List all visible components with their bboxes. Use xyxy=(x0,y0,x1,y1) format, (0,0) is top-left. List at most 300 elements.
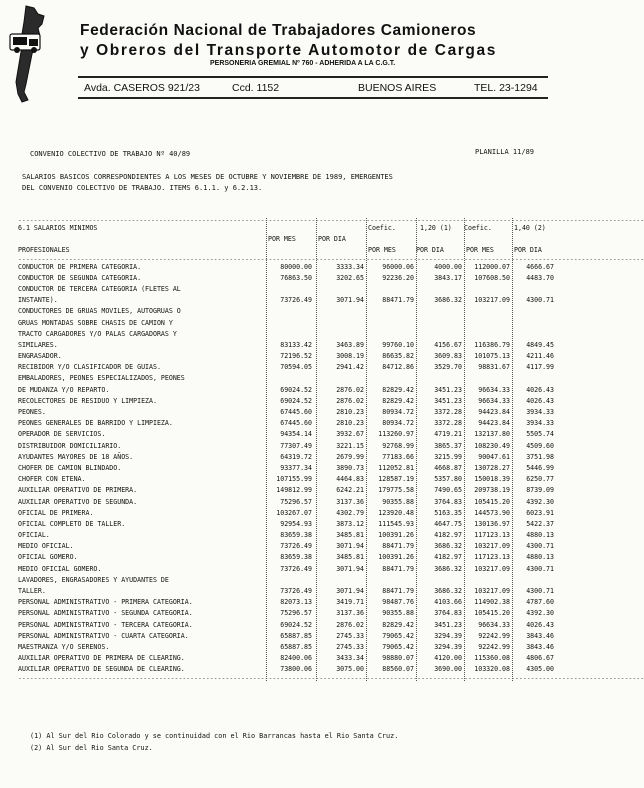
profession-label: OPERADOR DE SERVICIOS. xyxy=(18,430,106,439)
profession-label: TALLER. xyxy=(18,587,46,595)
table-row xyxy=(18,631,554,642)
daily-coef-1-20: 4182.97 xyxy=(434,553,462,562)
daily-coef-1-20: 4103.66 xyxy=(434,598,462,607)
profession-label: PEONES. xyxy=(18,408,46,416)
profession-label: PERSONAL ADMINISTRATIVO - SEGUNDA CATEGORIA. xyxy=(18,609,193,618)
table-row xyxy=(18,620,554,631)
header-per-day-coef1: POR DIA xyxy=(416,246,444,255)
daily-salary: 3463.89 xyxy=(336,340,364,349)
table-row xyxy=(18,608,554,619)
daily-salary: 4302.79 xyxy=(336,508,364,517)
monthly-coef-1-20: 92768.99 xyxy=(382,441,414,450)
daily-coef-1-40: 6023.91 xyxy=(526,508,554,517)
monthly-salary: 77307.49 xyxy=(280,441,312,450)
daily-coef-1-40: 4300.71 xyxy=(526,564,554,573)
monthly-coef-1-20: 98880.07 xyxy=(382,654,414,663)
daily-coef-1-20: 4647.75 xyxy=(434,519,462,528)
header-per-day-coef2: POR DIA xyxy=(514,246,542,255)
daily-coef-1-40: 3843.46 xyxy=(526,631,554,640)
monthly-coef-1-40: 96634.33 xyxy=(478,620,510,629)
monthly-coef-1-20: 128587.19 xyxy=(378,475,414,484)
daily-coef-1-20: 3843.17 xyxy=(434,273,462,282)
monthly-coef-1-20: 111545.93 xyxy=(378,519,414,528)
daily-salary: 3419.71 xyxy=(336,598,364,607)
column-divider xyxy=(464,218,465,681)
table-body xyxy=(18,262,554,676)
monthly-coef-1-20: 82829.42 xyxy=(382,620,414,629)
monthly-coef-1-20: 88471.79 xyxy=(382,587,414,595)
monthly-salary: 73726.49 xyxy=(280,587,312,595)
daily-coef-1-20: 3451.23 xyxy=(434,620,462,629)
header-per-month-coef2: POR MES xyxy=(466,246,494,255)
monthly-coef-1-40: 112000.07 xyxy=(474,262,510,271)
daily-salary: 3333.34 xyxy=(336,262,364,271)
address: Avda. CASEROS 921/23 xyxy=(84,82,200,94)
monthly-coef-1-40: 96634.33 xyxy=(478,385,510,394)
monthly-salary: 73726.49 xyxy=(280,542,312,551)
daily-salary: 4464.83 xyxy=(336,475,364,484)
daily-coef-1-20: 3294.39 xyxy=(434,631,462,640)
profession-label: AUXILIAR OPERATIVO DE SEGUNDA DE CLEARING. xyxy=(18,665,185,674)
daily-coef-1-40: 3751.98 xyxy=(526,452,554,461)
profession-label: CONDUCTORES DE GRUAS MOVILES, AUTOGRUAS O xyxy=(18,307,181,316)
monthly-coef-1-20: 96000.06 xyxy=(382,262,414,271)
profession-label: RECOLECTORES DE RESIDUO Y LIMPIEZA. xyxy=(18,396,157,405)
monthly-coef-1-40: 116386.79 xyxy=(474,340,510,349)
header-profession: PROFESIONALES xyxy=(18,246,70,255)
monthly-coef-1-40: 108230.49 xyxy=(474,441,510,450)
header-per-month: POR MES xyxy=(268,235,296,244)
footnote-1: (1) Al Sur del Rio Colorado y se continuidad con el Rio Barrancas hasta el Rio Santa Cruz. xyxy=(30,732,399,740)
daily-coef-1-20: 5163.35 xyxy=(434,508,462,517)
monthly-salary: 69024.52 xyxy=(280,396,312,405)
column-divider xyxy=(512,218,513,681)
daily-coef-1-20: 3451.23 xyxy=(434,385,462,394)
monthly-coef-1-40: 103320.08 xyxy=(474,665,510,674)
daily-coef-1-40: 4509.60 xyxy=(526,441,554,450)
monthly-salary: 93377.34 xyxy=(280,463,312,472)
table-row xyxy=(18,541,554,552)
table-row xyxy=(18,530,554,541)
profession-label: AYUDANTES MAYORES DE 18 AÑOS. xyxy=(18,452,134,461)
table-row xyxy=(18,407,554,418)
monthly-coef-1-20: 82829.42 xyxy=(382,396,414,405)
table-section-header xyxy=(18,223,549,234)
table-row xyxy=(18,497,554,508)
table-row xyxy=(18,284,549,295)
header-rule-top xyxy=(78,76,548,78)
monthly-coef-1-40: 103217.09 xyxy=(474,564,510,573)
table-row xyxy=(18,429,554,440)
convenio-title: CONVENIO COLECTIVO DE TRABAJO Nº 40/89 xyxy=(30,150,191,158)
table-row xyxy=(18,295,554,306)
daily-coef-1-40: 4305.00 xyxy=(526,665,554,674)
profession-label: PERSONAL ADMINISTRATIVO - TERCERA CATEGORIA. xyxy=(18,620,193,629)
table-row xyxy=(18,519,554,530)
monthly-salary: 69024.52 xyxy=(280,385,312,394)
table-row xyxy=(18,485,554,496)
monthly-coef-1-20: 80934.72 xyxy=(382,419,414,428)
table-row xyxy=(18,564,554,575)
monthly-salary: 67445.60 xyxy=(280,419,312,428)
table-row xyxy=(18,318,549,329)
profession-label: CHOFER CON ETENA. xyxy=(18,475,86,484)
daily-coef-1-40: 6250.77 xyxy=(526,475,554,484)
table-row xyxy=(18,351,554,362)
profession-label: AUXILIAR OPERATIVO DE PRIMERA DE CLEARING. xyxy=(18,654,185,663)
monthly-salary: 94354.14 xyxy=(280,430,312,439)
monthly-salary: 83659.38 xyxy=(280,531,312,540)
table-row xyxy=(18,597,554,608)
daily-salary: 3075.00 xyxy=(336,665,364,674)
daily-coef-1-40: 4300.71 xyxy=(526,296,554,305)
table-row xyxy=(18,441,554,452)
daily-coef-1-40: 3934.33 xyxy=(526,419,554,428)
monthly-coef-1-40: 114902.38 xyxy=(474,598,510,607)
monthly-coef-1-40: 209738.19 xyxy=(474,486,510,495)
monthly-coef-1-20: 86635.82 xyxy=(382,352,414,361)
profession-label: OFICIAL DE PRIMERA. xyxy=(18,508,94,517)
daily-coef-1-20: 3690.00 xyxy=(434,665,462,674)
table-row xyxy=(18,474,554,485)
monthly-salary: 83659.38 xyxy=(280,553,312,562)
profession-label: INSTANTE). xyxy=(18,296,58,305)
profession-label: MEDIO OFICIAL. xyxy=(18,542,74,551)
city: BUENOS AIRES xyxy=(358,82,437,94)
table-row xyxy=(18,385,554,396)
daily-coef-1-40: 4026.43 xyxy=(526,620,554,629)
daily-coef-1-40: 4880.13 xyxy=(526,553,554,562)
planilla-number: PLANILLA 11/89 xyxy=(475,148,535,156)
table-rule: ---------------------------------------------------------------------------------------------------------------------------------------------------------------- xyxy=(18,216,644,224)
column-divider xyxy=(416,218,417,681)
daily-salary: 2941.42 xyxy=(336,363,364,372)
monthly-salary: 103267.07 xyxy=(276,508,312,517)
daily-coef-1-40: 4211.46 xyxy=(526,352,554,361)
table-row xyxy=(18,273,554,284)
monthly-coef-1-40: 103217.09 xyxy=(474,587,510,595)
profession-label: DE MUDANZA Y/O REPARTO. xyxy=(18,385,110,394)
postal-code: Ccd. 1152 xyxy=(232,82,280,94)
table-row xyxy=(18,653,554,664)
monthly-coef-1-20: 88471.79 xyxy=(382,564,414,573)
daily-salary: 3071.94 xyxy=(336,587,364,595)
header-per-month-coef1: POR MES xyxy=(368,246,396,255)
daily-coef-1-20: 7490.65 xyxy=(434,486,462,495)
monthly-coef-1-20: 179775.58 xyxy=(378,486,414,495)
monthly-coef-1-20: 92236.20 xyxy=(382,273,414,282)
monthly-coef-1-40: 103217.09 xyxy=(474,296,510,305)
profession-label: MEDIO OFICIAL GOMERO. xyxy=(18,564,102,573)
monthly-coef-1-40: 98831.67 xyxy=(478,363,510,372)
daily-salary: 3071.94 xyxy=(336,542,364,551)
table-row xyxy=(18,552,554,563)
daily-salary: 3485.81 xyxy=(336,553,364,562)
profession-label: CONDUCTOR DE TERCERA CATEGORIA (FLETES AL xyxy=(18,284,181,293)
table-column-header xyxy=(18,234,549,245)
daily-coef-1-40: 4806.67 xyxy=(526,654,554,663)
monthly-salary: 65887.85 xyxy=(280,631,312,640)
daily-coef-1-20: 4120.00 xyxy=(434,654,462,663)
letterhead xyxy=(0,0,559,112)
daily-coef-1-20: 3865.37 xyxy=(434,441,462,450)
profession-label: CHOFER DE CAMION BLINDADO. xyxy=(18,463,122,472)
profession-label: MAESTRANZA Y/O SERENOS. xyxy=(18,642,110,651)
monthly-coef-1-40: 105415.20 xyxy=(474,497,510,506)
profession-label: AUXILIAR OPERATIVO DE SEGUNDA. xyxy=(18,497,138,506)
table-rule: ---------------------------------------------------------------------------------------------------------------------------------------------------------------- xyxy=(18,673,644,682)
daily-coef-1-40: 4300.71 xyxy=(526,542,554,551)
daily-salary: 3071.94 xyxy=(336,564,364,573)
profession-label: SIMILARES. xyxy=(18,340,58,349)
table-row xyxy=(18,642,554,653)
profession-label: TRACTO CARGADORES Y/O PALAS CARGADORAS Y xyxy=(18,329,177,338)
daily-salary: 3433.34 xyxy=(336,654,364,663)
profession-label: OFICIAL COMPLETO DE TALLER. xyxy=(18,519,126,528)
daily-coef-1-20: 4719.21 xyxy=(434,430,462,439)
daily-coef-1-20: 3686.32 xyxy=(434,564,462,573)
daily-coef-1-20: 5357.80 xyxy=(434,475,462,484)
monthly-coef-1-20: 90355.88 xyxy=(382,497,414,506)
monthly-salary: 75296.57 xyxy=(280,609,312,618)
monthly-salary: 80000.00 xyxy=(280,262,312,271)
table-row xyxy=(18,262,554,273)
daily-salary: 2679.99 xyxy=(336,452,364,461)
table-column-header-2 xyxy=(18,245,549,256)
monthly-salary: 73726.49 xyxy=(280,296,312,305)
profession-label: CONDUCTOR DE SEGUNDA CATEGORIA. xyxy=(18,273,142,282)
coefficient-value-1: 1,20 (1) xyxy=(420,224,452,232)
monthly-coef-1-40: 101075.13 xyxy=(474,352,510,361)
daily-coef-1-40: 4666.67 xyxy=(526,262,554,271)
profession-label: PERSONAL ADMINISTRATIVO - CUARTA CATEGORIA. xyxy=(18,631,189,640)
monthly-coef-1-20: 79065.42 xyxy=(382,631,414,640)
daily-coef-1-20: 4000.00 xyxy=(434,262,462,271)
monthly-coef-1-20: 80934.72 xyxy=(382,408,414,416)
monthly-salary: 73800.06 xyxy=(280,665,312,674)
monthly-salary: 149812.99 xyxy=(276,486,312,495)
daily-coef-1-40: 4300.71 xyxy=(526,587,554,595)
header-rule-bottom xyxy=(78,97,548,99)
coefficient-label-1: Coefic. xyxy=(368,224,396,232)
monthly-coef-1-40: 150018.39 xyxy=(474,475,510,484)
daily-coef-1-40: 4787.60 xyxy=(526,598,554,607)
daily-coef-1-40: 4026.43 xyxy=(526,385,554,394)
daily-coef-1-20: 3764.83 xyxy=(434,609,462,618)
daily-coef-1-20: 3686.32 xyxy=(434,542,462,551)
daily-coef-1-40: 3843.46 xyxy=(526,642,554,651)
coefficient-label-2: Coefic. xyxy=(464,224,492,232)
daily-salary: 3202.65 xyxy=(336,273,364,282)
table-row xyxy=(18,396,554,407)
table-row xyxy=(18,362,554,373)
monthly-coef-1-40: 107608.50 xyxy=(474,273,510,282)
daily-coef-1-40: 8739.09 xyxy=(526,486,554,495)
table-row xyxy=(18,586,554,597)
daily-salary: 2876.02 xyxy=(336,385,364,394)
footnote-2: (2) Al Sur del Rio Santa Cruz. xyxy=(30,744,153,752)
daily-coef-1-40: 5422.37 xyxy=(526,519,554,528)
monthly-coef-1-20: 90355.88 xyxy=(382,609,414,618)
daily-coef-1-40: 4117.99 xyxy=(526,363,554,372)
daily-coef-1-20: 3215.99 xyxy=(434,452,462,461)
monthly-coef-1-40: 92242.99 xyxy=(478,631,510,640)
monthly-coef-1-20: 123920.48 xyxy=(378,508,414,517)
daily-coef-1-20: 3372.28 xyxy=(434,419,462,428)
daily-salary: 3890.73 xyxy=(336,463,364,472)
daily-salary: 3137.36 xyxy=(336,497,364,506)
monthly-coef-1-40: 96634.33 xyxy=(478,396,510,405)
table-row xyxy=(18,452,554,463)
table-rule: ---------------------------------------------------------------------------------------------------------------------------------------------------------------- xyxy=(18,254,644,263)
monthly-coef-1-40: 94423.84 xyxy=(478,419,510,428)
daily-salary: 3071.94 xyxy=(336,296,364,305)
monthly-coef-1-20: 79065.42 xyxy=(382,642,414,651)
daily-coef-1-40: 4392.30 xyxy=(526,609,554,618)
daily-salary: 3137.36 xyxy=(336,609,364,618)
monthly-salary: 75296.57 xyxy=(280,497,312,506)
daily-coef-1-20: 4668.87 xyxy=(434,463,462,472)
daily-coef-1-40: 5446.99 xyxy=(526,463,554,472)
salary-table xyxy=(18,216,644,682)
daily-salary: 2810.23 xyxy=(336,408,364,416)
monthly-salary: 70594.05 xyxy=(280,363,312,372)
daily-coef-1-40: 4483.70 xyxy=(526,273,554,282)
daily-coef-1-20: 3529.70 xyxy=(434,363,462,372)
daily-coef-1-20: 3609.83 xyxy=(434,352,462,361)
monthly-salary: 76863.50 xyxy=(280,273,312,282)
daily-coef-1-20: 3686.32 xyxy=(434,587,462,595)
profession-label: CONDUCTOR DE PRIMERA CATEGORIA. xyxy=(18,262,142,271)
monthly-coef-1-20: 82829.42 xyxy=(382,385,414,394)
table-row xyxy=(18,508,554,519)
daily-coef-1-20: 3686.32 xyxy=(434,296,462,305)
header-per-day: POR DIA xyxy=(318,235,346,244)
profession-label: GRUAS MONTADAS SOBRE CHASIS DE CAMION Y xyxy=(18,318,173,327)
monthly-coef-1-40: 130728.27 xyxy=(474,463,510,472)
table-row xyxy=(18,340,554,351)
daily-salary: 2745.33 xyxy=(336,642,364,651)
monthly-salary: 92954.93 xyxy=(280,519,312,528)
profession-label: LAVADORES, ENGRASADORES Y AYUDANTES DE xyxy=(18,575,169,584)
profession-label: OFICIAL. xyxy=(18,531,50,540)
profession-label: OFICIAL GOMERO. xyxy=(18,553,78,562)
monthly-coef-1-40: 130136.97 xyxy=(474,519,510,528)
monthly-coef-1-40: 103217.09 xyxy=(474,542,510,551)
daily-salary: 2876.02 xyxy=(336,396,364,405)
phone: TEL. 23-1294 xyxy=(474,82,538,94)
monthly-salary: 107155.99 xyxy=(276,475,312,484)
table-row xyxy=(18,373,549,384)
monthly-salary: 73726.49 xyxy=(280,564,312,573)
profession-label: DISTRIBUIDOR DOMICILIARIO. xyxy=(18,441,122,450)
column-divider xyxy=(266,218,267,681)
monthly-coef-1-20: 113260.97 xyxy=(378,430,414,439)
intro-line-1: SALARIOS BASICOS CORRESPONDIENTES A LOS MESES DE OCTUBRE Y NOVIEMBRE DE 1989, EMERGENTES xyxy=(22,173,393,181)
argentina-map-logo xyxy=(4,4,52,104)
daily-salary: 3221.15 xyxy=(336,441,364,450)
monthly-coef-1-40: 117123.13 xyxy=(474,553,510,562)
column-divider xyxy=(316,218,317,681)
daily-salary: 2810.23 xyxy=(336,419,364,428)
monthly-coef-1-20: 99760.10 xyxy=(382,340,414,349)
monthly-coef-1-40: 105415.20 xyxy=(474,609,510,618)
monthly-salary: 72196.52 xyxy=(280,352,312,361)
table-row xyxy=(18,575,549,586)
monthly-coef-1-20: 88471.79 xyxy=(382,542,414,551)
coefficient-value-2: 1,40 (2) xyxy=(514,224,546,232)
profession-label: AUXILIAR OPERATIVO DE PRIMERA. xyxy=(18,486,138,495)
daily-coef-1-40: 5505.74 xyxy=(526,430,554,439)
daily-coef-1-40: 4849.45 xyxy=(526,340,554,349)
intro-line-2: DEL CONVENIO COLECTIVO DE TRABAJO. ITEMS 6.1.1. y 6.2.13. xyxy=(22,184,263,192)
monthly-coef-1-20: 100391.26 xyxy=(378,531,414,540)
profession-label: ENGRASADOR. xyxy=(18,352,62,361)
daily-salary: 3873.12 xyxy=(336,519,364,528)
daily-salary: 6242.21 xyxy=(336,486,364,495)
daily-salary: 3485.81 xyxy=(336,531,364,540)
daily-coef-1-20: 3451.23 xyxy=(434,396,462,405)
organization-name-line1: Federación Nacional de Trabajadores Camioneros xyxy=(80,22,477,39)
daily-salary: 3932.67 xyxy=(336,430,364,439)
monthly-salary: 65887.85 xyxy=(280,642,312,651)
monthly-salary: 69024.52 xyxy=(280,620,312,629)
table-row xyxy=(18,306,549,317)
daily-coef-1-20: 4156.67 xyxy=(434,340,462,349)
monthly-coef-1-40: 144573.90 xyxy=(474,508,510,517)
monthly-salary: 82073.13 xyxy=(280,598,312,607)
monthly-coef-1-40: 115360.08 xyxy=(474,654,510,663)
monthly-salary: 64319.72 xyxy=(280,452,312,461)
monthly-coef-1-40: 132137.80 xyxy=(474,430,510,439)
section-title: 6.1 SALARIOS MINIMOS xyxy=(18,224,98,232)
daily-coef-1-20: 3764.83 xyxy=(434,497,462,506)
personeria-gremial: PERSONERIA GREMIAL Nº 760 - ADHERIDA A LA C.G.T. xyxy=(210,60,396,67)
table-row xyxy=(18,418,554,429)
monthly-coef-1-20: 77183.66 xyxy=(382,452,414,461)
organization-name-line2: y Obreros del Transporte Automotor de Cargas xyxy=(80,42,497,59)
profession-label: PEONES GENERALES DE BARRIDO Y LIMPIEZA. xyxy=(18,419,173,428)
table-row xyxy=(18,329,549,340)
monthly-coef-1-20: 112052.81 xyxy=(378,463,414,472)
daily-coef-1-20: 3372.28 xyxy=(434,408,462,416)
table-row xyxy=(18,463,554,474)
profession-label: PERSONAL ADMINISTRATIVO - PRIMERA CATEGORIA. xyxy=(18,598,193,607)
daily-coef-1-40: 4880.13 xyxy=(526,531,554,540)
daily-salary: 2745.33 xyxy=(336,631,364,640)
monthly-coef-1-40: 92242.99 xyxy=(478,642,510,651)
monthly-coef-1-20: 84712.86 xyxy=(382,363,414,372)
daily-coef-1-20: 3294.39 xyxy=(434,642,462,651)
monthly-coef-1-20: 88560.07 xyxy=(382,665,414,674)
monthly-coef-1-40: 117123.13 xyxy=(474,531,510,540)
monthly-coef-1-20: 88471.79 xyxy=(382,296,414,305)
monthly-coef-1-40: 94423.84 xyxy=(478,408,510,416)
table-row xyxy=(18,664,554,675)
profession-label: EMBALADORES, PEONES ESPECIALIZADOS, PEONES xyxy=(18,374,185,383)
monthly-coef-1-40: 90047.61 xyxy=(478,452,510,461)
monthly-salary: 67445.60 xyxy=(280,408,312,416)
profession-label: RECIBIDOR Y/O CLASIFICADOR DE GUIAS. xyxy=(18,363,161,372)
monthly-coef-1-20: 100391.26 xyxy=(378,553,414,562)
daily-coef-1-40: 3934.33 xyxy=(526,408,554,416)
daily-salary: 3008.19 xyxy=(336,352,364,361)
daily-salary: 2876.02 xyxy=(336,620,364,629)
monthly-salary: 83133.42 xyxy=(280,340,312,349)
daily-coef-1-20: 4182.97 xyxy=(434,531,462,540)
column-divider xyxy=(366,218,367,681)
daily-coef-1-40: 4392.30 xyxy=(526,497,554,506)
